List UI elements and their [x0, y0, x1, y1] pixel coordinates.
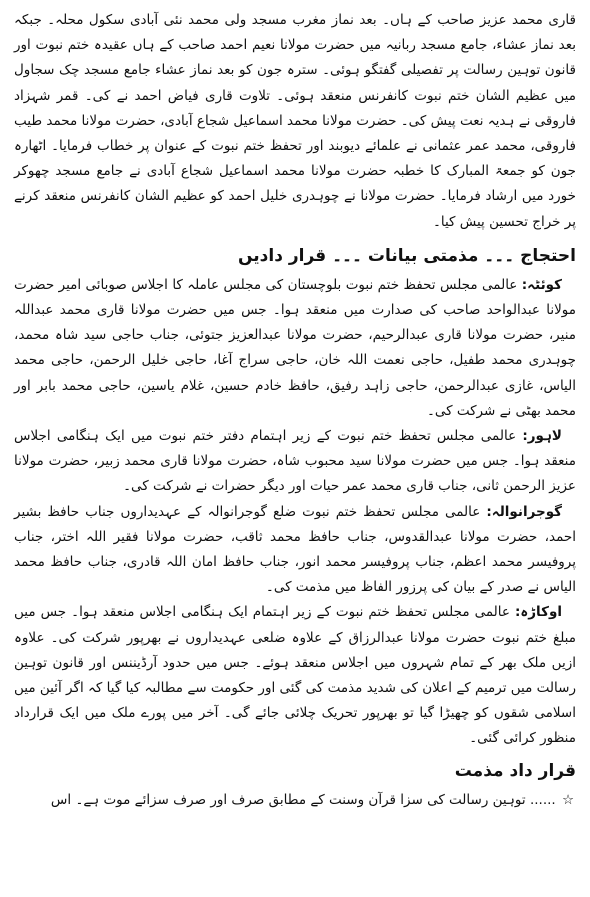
resolution-line [14, 788, 576, 813]
entry-gujranwala [14, 500, 576, 601]
entry-city: اوکاڑہ: [514, 604, 562, 621]
entry-text: عالمی مجلس تحفظ ختم نبوت کے زیر اہتمام ایک ہنگامی اجلاس منعقد ہوا۔ جس میں مبلغ ختم نبوت حضرت مولانا عبدالرزاق کے علاوہ ضلعی عہدیداروں نے بھرپور شرکت کی۔ علاوہ ازیں ملک بھر کے تمام شہروں میں اجلاس منعقد ہوئے۔ جس میں حدود آرڈیننس اور قانون توہین رسالت میں ترمیم کے اعلان کی شدید مذمت کی گئی اور حکومت سے مطالبہ کیا گیا کہ اگر آئین میں اسلامی شقوں کو چھیڑا گیا تو بھرپور تحریک چلائی جائے گی۔ آخر میں پورے ملک میں ایک قرارداد منظور کرائی گئی۔ [14, 604, 576, 747]
entry-city: کوئٹہ: [521, 276, 562, 293]
resolution-text: توہین رسالت کی سزا قرآن وسنت کے مطابق صرف اور صرف سزائے موت ہے۔ اس [50, 791, 526, 808]
section-heading-protest: احتجاج ۔۔۔ مذمتی بیانات ۔۔۔ قرار دادیں [237, 245, 576, 266]
entry-text: عالمی مجلس تحفظ ختم نبوت ضلع گوجرانوالہ کے عہدیداروں جناب حافظ بشیر احمد، حضرت مولانا عبدالقدوس، جناب حافظ محمد ثاقب، حضرت مولانا فقیر اللہ اختر، جناب پروفیسر محمد اعظم، جناب پروفیسر محمد انور، جناب حافظ امان اللہ قادری، جناب حافظ محمد الیاس نے صدر کے بیان کی پرزور الفاظ میں مذمت کی۔ [14, 503, 576, 596]
intro-paragraph [14, 8, 576, 235]
resolution-dots: ...... [529, 791, 556, 808]
intro-text: قاری محمد عزیز صاحب کے ہاں۔ بعد نماز مغرب مسجد ولی محمد نئی آبادی سکول محلہ۔ جبکہ بعد نماز عشاء، جامع مسجد ربانیہ میں حضرت مولانا نعیم احمد صاحب کے ہاں عقیدہ ختم نبوت اور قانون توہین رسالت پر تفصیلی گفتگو ہوئی۔ سترہ جون کو بعد نماز عشاء جامع مسجد چک سجاول میں عظیم الشان ختم نبوت کانفرنس منعقد ہوئی۔ تلاوت قاری فیاض احمد نے کی۔ قمر شہزاد فاروقی نے ہدیہ نعت پیش کی۔ حضرت مولانا محمد اسماعیل شجاع آبادی، حضرت مولانا محمد طیب فاروقی، محمد عمر عثمانی نے علمائے دیوبند اور تحفظ ختم نبوت کے عنوان پر خطاب فرمایا۔ اٹھارہ جون کو جمعۃ المبارک کا خطبہ حضرت مولانا محمد اسماعیل شجاع آبادی نے جامع مسجد چھوکر خورد میں ارشاد فرمایا۔ حضرت مولانا نے چوہدری خلیل احمد کو عظیم الشان کانفرنس منعقد کرنے پر خراج تحسین پیش کیا۔ [14, 12, 576, 230]
document-page [14, 8, 576, 893]
entry-text: عالمی مجلس تحفظ ختم نبوت بلوچستان کی مجلس عاملہ کا اجلاس صوبائی امیر حضرت مولانا عبدالواحد صاحب کی صدارت میں منعقد ہوا۔ جس میں حضرت مولانا قاری محمد عبداللہ منیر، حضرت مولانا قاری عبدالرحیم، حضرت مولانا عبدالعزیز جتوئی، جناب حاجی سید شاہ محمد، چوہدری محمد طفیل، حاجی نعمت اللہ خان، حاجی سراج آغا، حاجی خلیل الرحمن، حاجی محمد الیاس، غازی عبدالرحمن، حاجی زاہد رفیق، حافظ خادم حسین، غلام یاسین، حاجی محمد بابر اور محمد بھٹی نے شرکت کی۔ [14, 276, 576, 419]
entry-text: عالمی مجلس تحفظ ختم نبوت کے زیر اہتمام دفتر ختم نبوت میں ایک ہنگامی اجلاس منعقد ہوا۔ جس میں حضرت مولانا سید محبوب شاہ، حضرت مولانا قاری محمد زبیر، حضرت مولانا عزیز الرحمن ثانی، جناب قاری محمد عمر حیات اور دیگر حضرات نے شرکت کی۔ [14, 428, 576, 495]
entry-quetta [14, 273, 576, 424]
entry-city: گوجرانوالہ: [486, 503, 563, 520]
entry-okara [14, 600, 576, 751]
star-icon: ☆ [561, 791, 575, 808]
section-heading-resolution: قرار داد مذمت [454, 760, 576, 781]
entry-lahore [14, 424, 576, 500]
entry-city: لاہور: [522, 428, 562, 445]
